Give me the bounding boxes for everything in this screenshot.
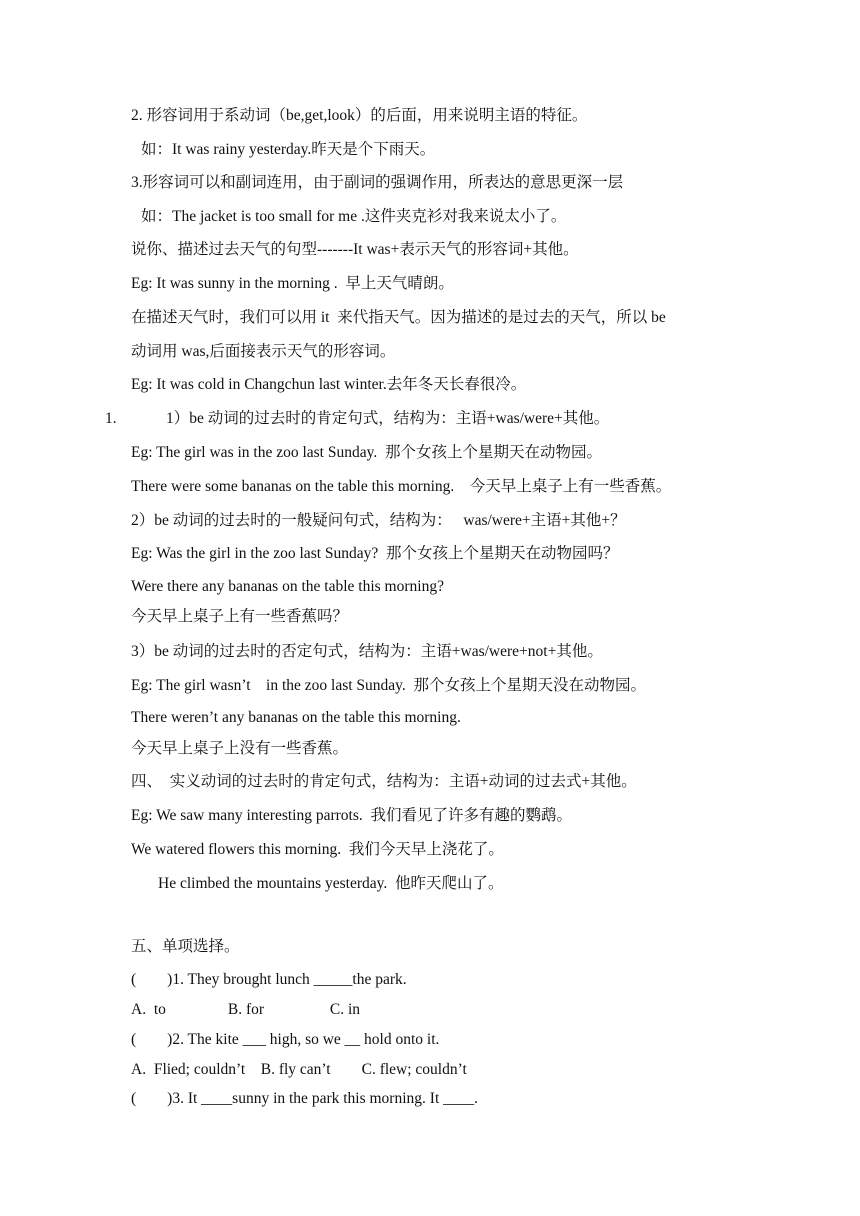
weather-it-explanation-line-1: 在描述天气时，我们可以用 it 来代指天气。因为描述的是过去的天气，所以 be (131, 309, 666, 326)
question-3: ( )3. It ____sunny in the park this morning. It ____. (131, 1090, 478, 1107)
example-climbed-mountains: He climbed the mountains yesterday. 他昨天爬山了。 (158, 875, 504, 892)
example-girl-wasnt-in-zoo: Eg: The girl wasn’t in the zoo last Sunday. 那个女孩上个星期天没在动物园。 (131, 677, 647, 694)
be-past-affirmative-structure: 1）be 动词的过去时的肯定句式，结构为：主语+was/were+其他。 (166, 410, 610, 427)
example-werent-any-bananas: There weren’t any bananas on the table this morning. (131, 709, 461, 726)
translation-were-there-bananas: 今天早上桌子上有一些香蕉吗？ (131, 608, 349, 625)
list-number-1: 1. (105, 410, 117, 427)
example-jacket-too-small: 如：The jacket is too small for me .这件夹克衫对我来说太小了。 (141, 208, 567, 225)
question-2-options: A. Flied; couldn’t B. fly can’t C. flew; couldn’t (131, 1061, 467, 1078)
be-past-negative-structure: 3）be 动词的过去时的否定句式，结构为：主语+was/were+not+其他。 (131, 643, 603, 660)
weather-sentence-pattern: 说你、描述过去天气的句型-------It was+表示天气的形容词+其他。 (131, 241, 579, 258)
rule-3-adjective-with-adverb: 3.形容词可以和副词连用，由于副词的强调作用，所表达的意思更深一层 (131, 174, 624, 191)
section-5-heading: 五、单项选择。 (131, 938, 240, 955)
example-sunny-morning: Eg: It was sunny in the morning . 早上天气晴朗。 (131, 275, 454, 292)
example-bananas-on-table: There were some bananas on the table this morning. 今天早上桌子上有一些香蕉。 (131, 478, 672, 495)
be-past-question-structure: 2）be 动词的过去时的一般疑问句式，结构为： was/were+主语+其他+？ (131, 512, 626, 529)
example-was-girl-in-zoo: Eg: Was the girl in the zoo last Sunday? 那个女孩上个星期天在动物园吗？ (131, 545, 619, 562)
example-were-there-bananas: Were there any bananas on the table this morning? (131, 578, 444, 595)
translation-werent-any-bananas: 今天早上桌子上没有一些香蕉。 (131, 740, 349, 757)
example-girl-in-zoo: Eg: The girl was in the zoo last Sunday. 那个女孩上个星期天在动物园。 (131, 444, 602, 461)
section-4-notional-verb-past: 四、 实义动词的过去时的肯定句式，结构为：主语+动词的过去式+其他。 (131, 773, 637, 790)
example-rainy-yesterday: 如：It was rainy yesterday.昨天是个下雨天。 (141, 141, 436, 158)
example-cold-changchun: Eg: It was cold in Changchun last winter.去年冬天长春很冷。 (131, 376, 527, 393)
question-1: ( )1. They brought lunch _____the park. (131, 971, 407, 988)
rule-2-adjective-after-linking-verb: 2. 形容词用于系动词（be,get,look）的后面，用来说明主语的特征。 (131, 107, 588, 124)
question-1-options: A. to B. for C. in (131, 1001, 361, 1018)
example-watered-flowers: We watered flowers this morning. 我们今天早上浇花了。 (131, 841, 504, 858)
question-2: ( )2. The kite ___ high, so we __ hold onto it. (131, 1031, 440, 1048)
example-saw-parrots: Eg: We saw many interesting parrots. 我们看见了许多有趣的鹦鹉。 (131, 807, 573, 824)
weather-it-explanation-line-2: 动词用 was,后面接表示天气的形容词。 (131, 343, 396, 360)
